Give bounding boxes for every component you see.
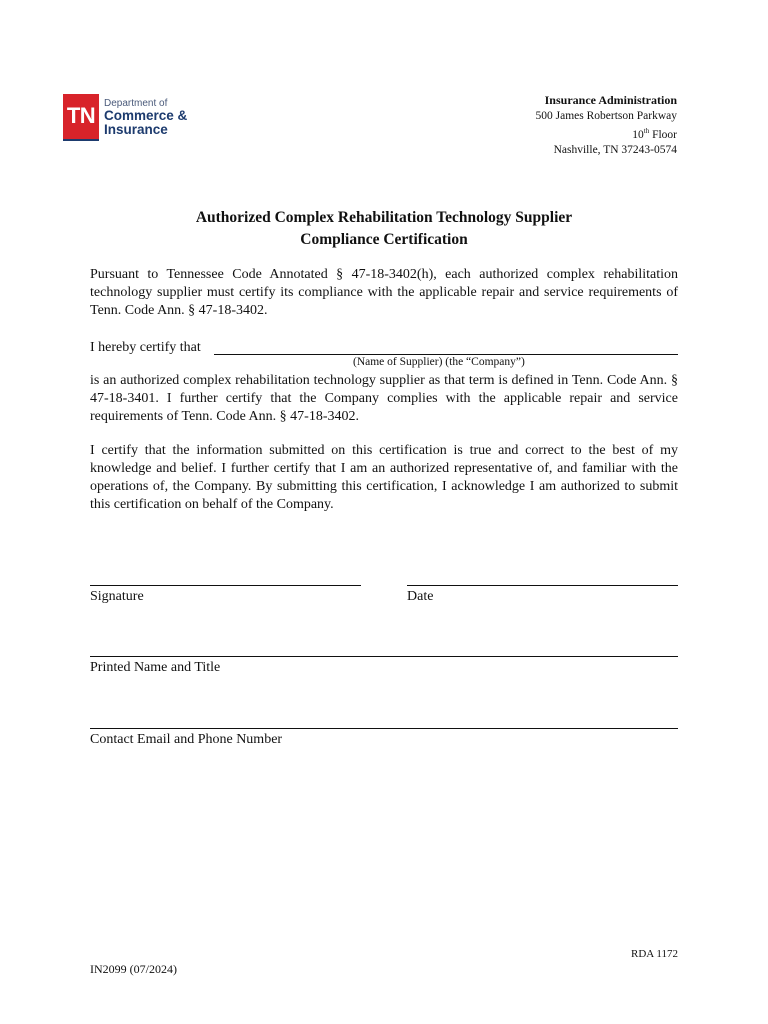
tn-logo-mark: TN <box>63 94 99 141</box>
rda-number: RDA 1172 <box>631 948 678 960</box>
supplier-name-field[interactable] <box>214 354 678 355</box>
certify-prefix: I hereby certify that <box>90 340 201 355</box>
department-logo <box>63 94 203 141</box>
document-title <box>90 207 678 251</box>
contact-field[interactable] <box>90 728 678 729</box>
logo-line-3: Insurance <box>104 122 168 137</box>
intro-paragraph: Pursuant to Tennessee Code Annotated § 47-18-3402(h), each authorized complex rehabilitation technology supplier must certify its compliance with the applicable repair and service requirements of Tenn. Code Ann. § 47-18-3402. <box>90 267 678 318</box>
title-line-2: Compliance Certification <box>300 231 468 248</box>
logo-wordmark <box>104 99 187 137</box>
date-label: Date <box>407 589 434 604</box>
title-line-1: Authorized Complex Rehabilitation Technology Supplier <box>195 209 573 226</box>
signature-field[interactable] <box>90 585 361 586</box>
supplier-definition-paragraph: is an authorized complex rehabilitation technology supplier as that term is defined in Tenn. Code Ann. § 47-18-3401. I further certify that the Company complies with the applicable repair and service requirements of Tenn. Code Ann. § 47-18-3402. <box>90 373 678 424</box>
city-line: Nashville, TN 37243-0574 <box>553 144 677 157</box>
printed-name-field[interactable] <box>90 656 678 657</box>
form-id: IN2099 (07/2024) <box>90 962 177 976</box>
address-block <box>536 93 678 159</box>
date-field[interactable] <box>407 585 678 586</box>
floor-number: 10 <box>632 128 644 141</box>
floor-suffix: th <box>643 127 650 135</box>
attestation-paragraph: I certify that the information submitted on this certification is true and correct to the best of my knowledge and belief. I further certify that I am an authorized representative of, and familiar with the operations of, the Company. By submitting this certification, I acknowledge I am authorized to submit this certification on behalf of the Company. <box>90 443 678 512</box>
certify-row <box>90 339 678 357</box>
floor-word: Floor <box>649 128 677 141</box>
logo-line-1: Department of <box>104 98 168 109</box>
street-address: 500 James Robertson Parkway <box>535 109 677 122</box>
printed-name-label: Printed Name and Title <box>90 660 221 675</box>
floor-line <box>536 124 678 143</box>
division-name: Insurance Administration <box>544 93 677 107</box>
contact-label: Contact Email and Phone Number <box>90 732 283 747</box>
supplier-name-caption: (Name of Supplier) (the “Company”) <box>353 356 525 368</box>
logo-line-2: Commerce & <box>104 108 188 123</box>
logo-accent-bar <box>63 139 99 141</box>
signature-label: Signature <box>90 589 144 604</box>
